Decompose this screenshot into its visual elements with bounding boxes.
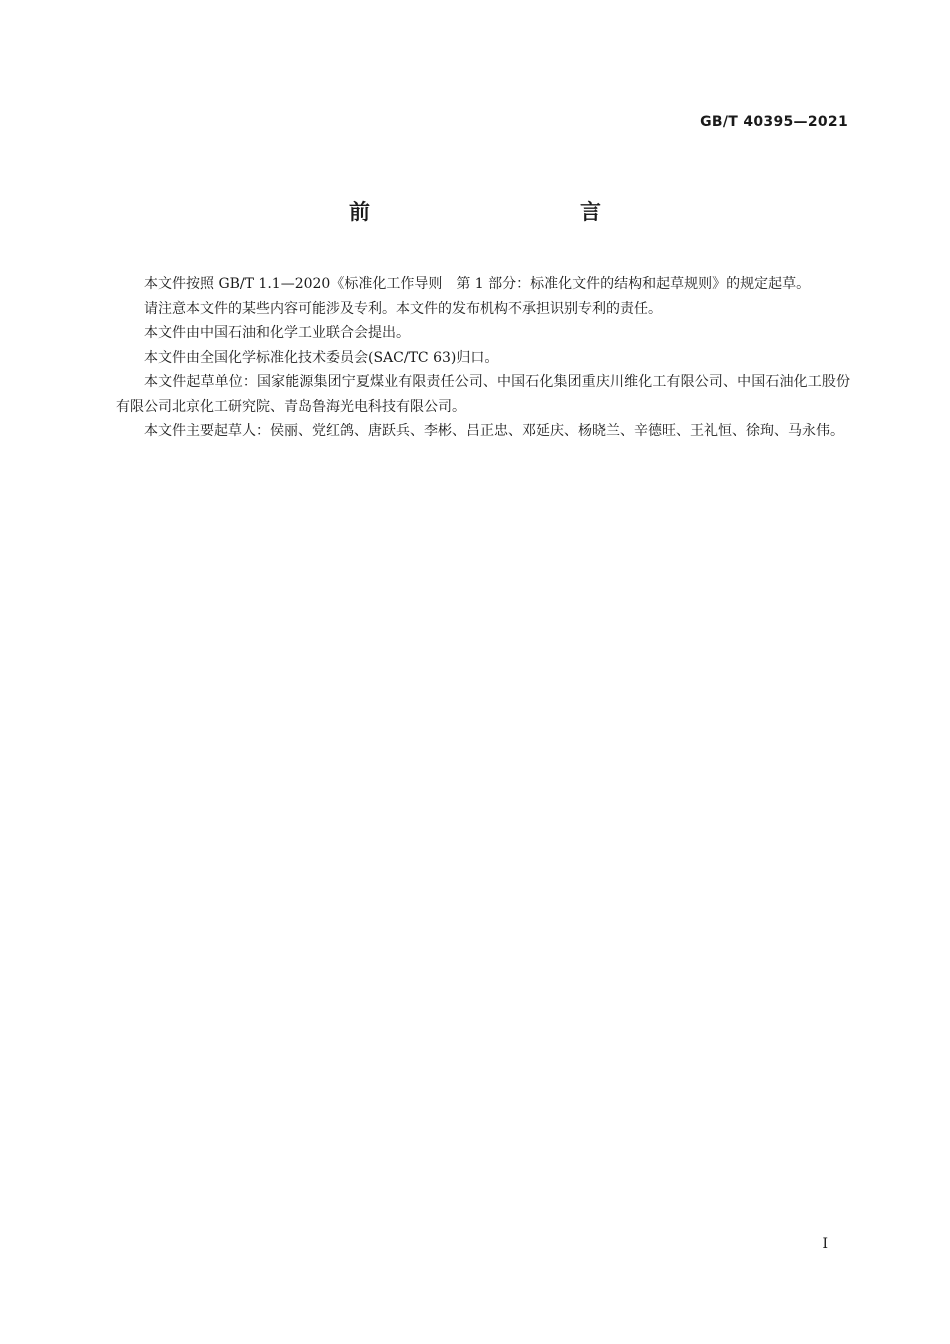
paragraph-drafting-organizations: 本文件起草单位：国家能源集团宁夏煤业有限责任公司、中国石化集团重庆川维化工有限公司、中国石油化工股份有限公司北京化工研究院、青岛鲁海光电科技有限公司。 — [116, 374, 850, 415]
page-title: 前 言 — [349, 200, 657, 224]
paragraph-patent-notice: 请注意本文件的某些内容可能涉及专利。本文件的发布机构不承担识别专利的责任。 — [144, 300, 662, 317]
paragraph-drafters: 本文件主要起草人：侯丽、党红鸽、唐跃兵、李彬、吕正忠、邓延庆、杨晓兰、辛德旺、王礼恒、徐珣、马永伟。 — [144, 423, 844, 439]
paragraph-proposer: 本文件由中国石油和化学工业联合会提出。 — [144, 325, 410, 341]
paragraph-technical-committee: 本文件由全国化学标准化技术委员会(SAC/TC 63)归口。 — [144, 349, 499, 366]
paragraph-drafting-rules: 本文件按照 GB/T 1.1—2020《标准化工作导则 第 1 部分：标准化文件的结构和起草规则》的规定起草。 — [144, 276, 811, 292]
foreword-body — [116, 272, 850, 444]
page-number: I — [822, 1236, 828, 1252]
standard-code: GB/T 40395—2021 — [700, 114, 848, 130]
